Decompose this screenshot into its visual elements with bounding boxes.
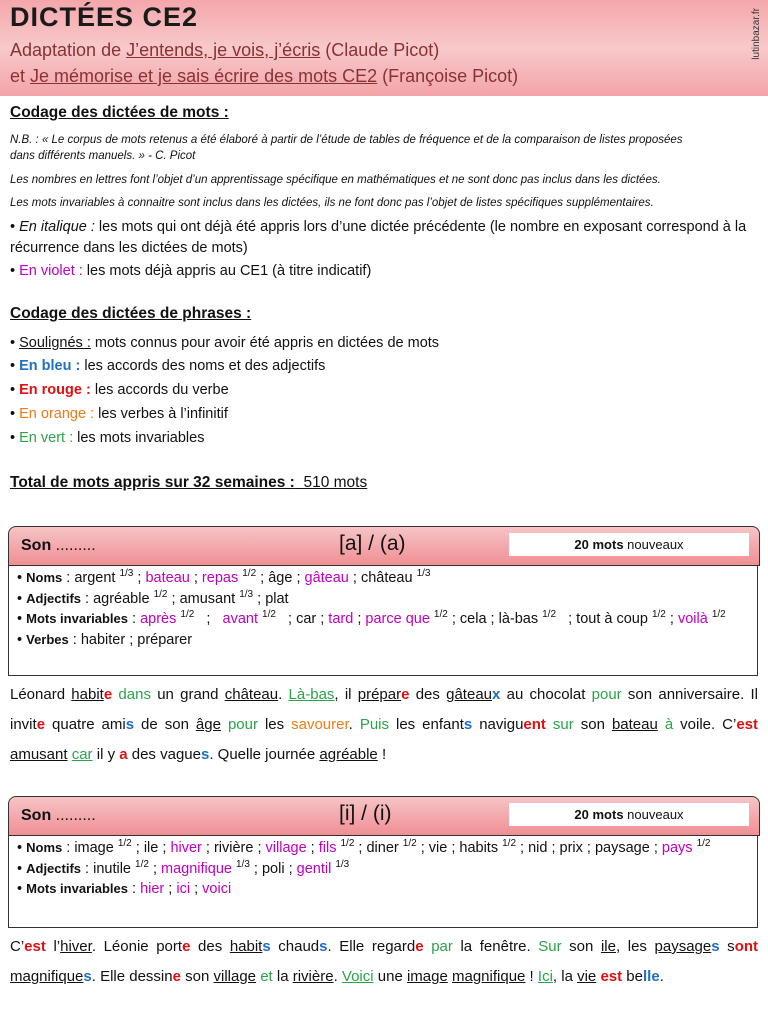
son-i-header [8, 796, 760, 836]
brand-watermark: lutinbazar.fr [751, 8, 762, 60]
legend-vert: • En vert : les mots invariables [10, 430, 205, 446]
page-header [0, 0, 768, 96]
note-numbers: Les nombres en lettres font l’objet d’un apprentissage spécifique en mathématiques et ne sont donc pas inclus dans les dictées. [10, 174, 661, 186]
legend-rouge: • En rouge : les accords du verbe [10, 382, 229, 398]
son-a-phoneme: [a] / (a) [339, 532, 406, 555]
son-a-invariables: • Mots invariables : après $^{1/2}$ ; avant $^{1/2}$ ; car ; tard ; parce que $^{1/2}$ ; cela ; là-bas $^{1/2}$ ; tout à coup $^{1/2}$ ; voilà $^{1/2}$ [17, 609, 726, 627]
legend-souligne: • Soulignés : mots connus pour avoir été appris en dictées de mots [10, 335, 440, 351]
legend-orange: • En orange : les verbes à l’infinitif [10, 406, 228, 422]
total-words: Total de mots appris sur 32 semaines : 510 mots [10, 474, 368, 491]
dictee-i-text: C’est l’hiver. Léonie porte des habits chauds. Elle regarde par la fenêtre. Sur son ile, les paysages sont magnifiques. Elle dessine son village et la rivière. Voici une image magnifique ! Ici, la vie est belle. [10, 938, 759, 985]
note-invariables: Les mots invariables à connaitre sont inclus dans les dictées, ils ne font donc pas l’objet de listes spécifiques supplémentaires. [10, 197, 654, 209]
son-a-verbes: • Verbes : habiter ; préparer [17, 631, 193, 648]
son-a-header [8, 526, 760, 566]
son-a-word-list [8, 566, 758, 676]
legend-italic: • En italique : les mots qui ont déjà été appris lors d’une dictée précédente (le nombre en exposant correspond à la récurrence dans les dictées de mots) [10, 219, 747, 256]
section-title-phrases: Codage des dictées de phrases : [10, 305, 252, 322]
son-i-invariables: • Mots invariables : hier ; ici ; voici [17, 881, 232, 897]
son-i-phoneme: [i] / (i) [339, 802, 392, 825]
son-i-adjectifs: • Adjectifs : inutile $^{1/2}$ ; magnifique $^{1/3}$ ; poli ; gentil $^{1/3}$ [17, 858, 350, 877]
section-title-mots: Codage des dictées de mots : [10, 104, 229, 121]
son-i-noms: • Noms : image $^{1/2}$ ; ile ; hiver ; rivière ; village ; fils $^{1/2}$ ; diner $^{1/2}$ ; vie ; habits $^{1/2}$ ; nid ; prix ; paysage ; pays $^{1/2}$ [17, 838, 711, 856]
legend-violet: • En violet : les mots déjà appris au CE1 (à titre indicatif) [10, 263, 372, 279]
son-a-adjectifs: • Adjectifs : agréable $^{1/2}$ ; amusant $^{1/3}$ ; plat [17, 588, 289, 607]
son-a-count: 20 mots nouveaux [509, 533, 749, 556]
legend-bleu: • En bleu : les accords des noms et des adjectifs [10, 358, 326, 374]
dictee-a-text: Léonard habite dans un grand château. Là-bas, il prépare des gâteaux au chocolat pour son anniversaire. Il invite quatre amis de son âge pour les savourer. Puis les enfants naviguent sur son bateau à voile. C’est amusant car il y a des vagues. Quelle journée agréable ! [10, 686, 759, 763]
son-i-word-list [8, 836, 758, 928]
nb-note: N.B. : « Le corpus de mots retenus a été élaboré à partir de l’étude de tables de fréquence et de la comparaison de listes proposées dans différents manuels. » - C. Picot [10, 134, 683, 162]
header-source-line-2: et Je mémorise et je sais écrire des mots CE2 (Françoise Picot) [10, 66, 519, 86]
header-source-line-1: Adaptation de J’entends, je vois, j’écris (Claude Picot) [10, 40, 440, 60]
page-title: DICTÉES CE2 [10, 2, 199, 32]
son-i-count: 20 mots nouveaux [509, 803, 749, 826]
son-a-label: Son ......... [21, 537, 96, 554]
son-i-label: Son ......... [21, 807, 96, 824]
son-a-noms: • Noms : argent $^{1/3}$ ; bateau ; repas $^{1/2}$ ; âge ; gâteau ; château $^{1/3}$ [17, 568, 431, 586]
